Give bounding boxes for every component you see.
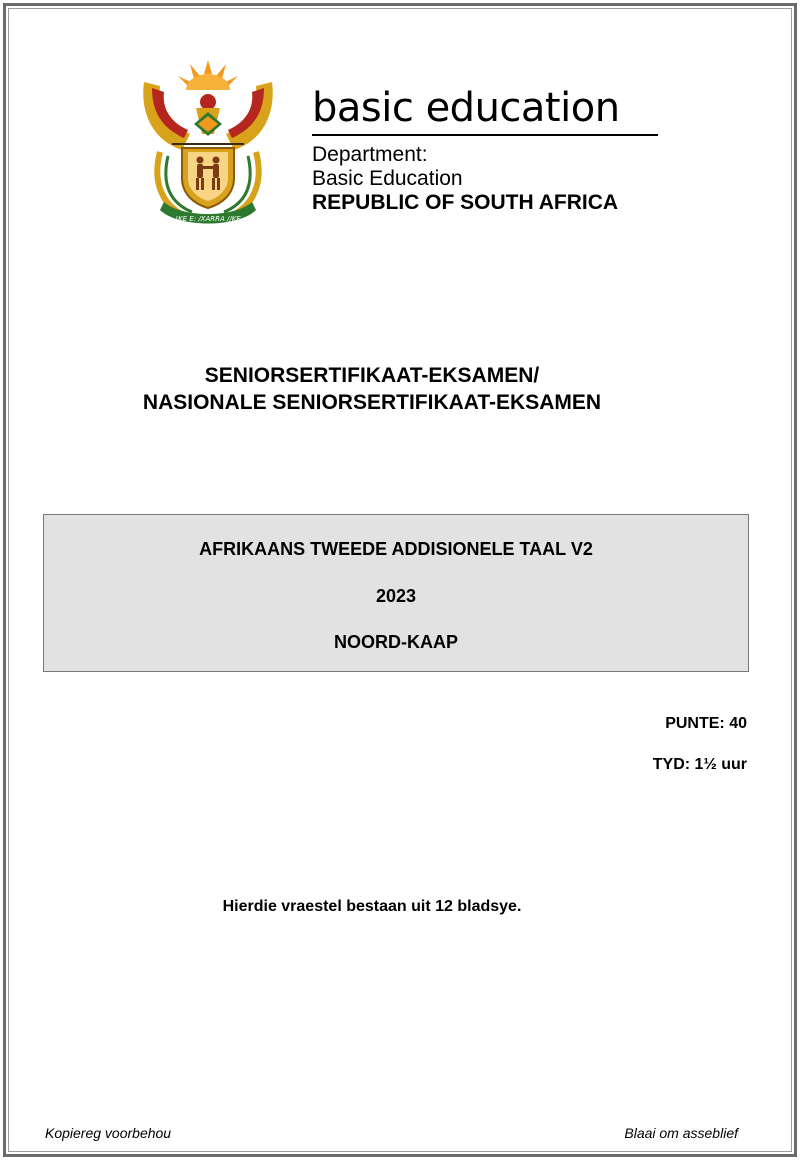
marks-label: PUNTE: 40 (665, 715, 747, 732)
dept-line-2: Basic Education (312, 167, 463, 190)
dept-line-1: Department: (312, 143, 428, 166)
exam-title (40, 362, 704, 416)
subject-year: 2023 (375, 586, 417, 606)
department-branding (312, 84, 662, 215)
dept-line-3: REPUBLIC OF SOUTH AFRICA (312, 191, 619, 214)
time-label: TYD: 1½ uur (652, 756, 747, 773)
footer-copyright: Kopiereg voorbehou (45, 1125, 172, 1141)
sun-icon (178, 60, 238, 90)
brand-title: basic education (312, 84, 658, 136)
subject-province: NOORD-KAAP (334, 632, 458, 652)
exam-title-line-1: SENIORSERTIFIKAAT-EKSAMEN/ (204, 364, 540, 387)
crest-motto: !KE E: /XARRA //KE (175, 215, 241, 223)
subject-box (43, 514, 749, 672)
page-count-note: Hierdie vraestel bestaan uit 12 bladsye. (222, 898, 522, 915)
subject-name: AFRIKAANS TWEEDE ADDISIONELE TAAL V2 (199, 539, 593, 559)
footer-turn-over: Blaai om asseblief (624, 1125, 738, 1141)
exam-title-line-2: NASIONALE SENIORSERTIFIKAAT-EKSAMEN (142, 391, 602, 414)
coat-of-arms-icon (138, 52, 278, 230)
